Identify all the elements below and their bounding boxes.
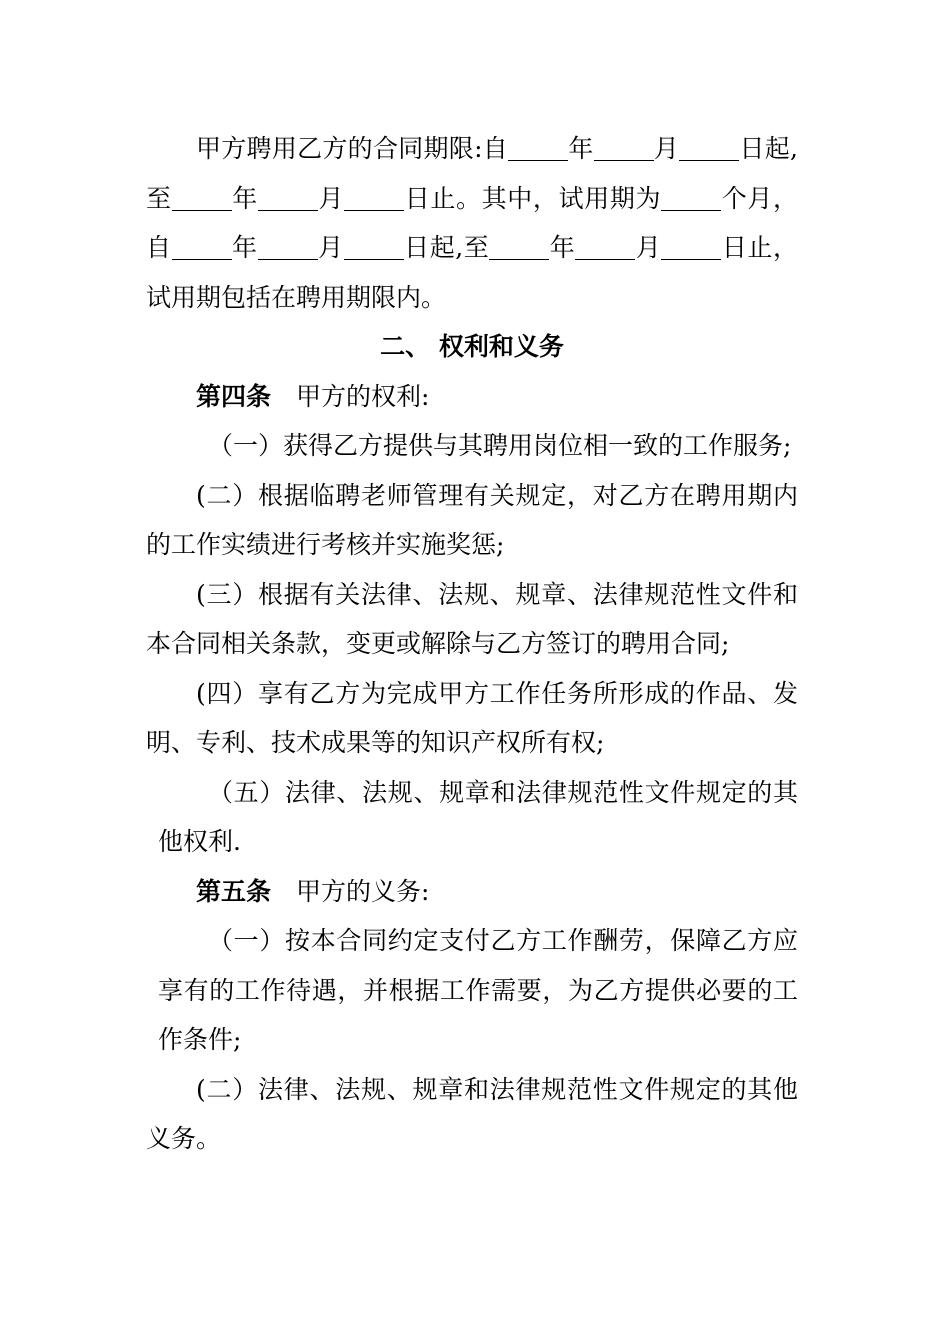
term-text: 个月，自 xyxy=(146,183,798,262)
article-title: 甲方的权利: xyxy=(296,381,430,411)
term-text: 甲方聘用乙方的合同期限:自 xyxy=(196,134,509,163)
document-page xyxy=(146,124,798,1164)
blank-line xyxy=(679,135,739,161)
article-4-item-5: （五）法律、法规、规章和法律规范性文件规定的其他权利. xyxy=(158,777,798,856)
blank-line xyxy=(661,185,721,211)
blank-line xyxy=(172,185,232,211)
term-text: 日起,至 xyxy=(403,233,490,262)
article-4-item-2: (二）根据临聘老师管理有关规定，对乙方在聘用期内的工作实绩进行考核并实施奖惩; xyxy=(146,480,798,559)
term-text: 日止，试用期包括在聘用期限内。 xyxy=(146,233,798,312)
article-5-item-1: （一）按本合同约定支付乙方工作酬劳，保障乙方应享有的工作待遇，并根据工作需要，为乙方提供必要的工作条件; xyxy=(158,926,798,1054)
term-text: 年 xyxy=(568,134,594,163)
article-5-item-2: (二）法律、法规、规章和法律规范性文件规定的其他义务。 xyxy=(146,1074,798,1153)
blank-line xyxy=(489,234,549,260)
blank-line xyxy=(172,234,232,260)
section-heading: 二、 权利和义务 xyxy=(380,332,564,361)
term-text: 月 xyxy=(653,134,680,163)
blank-line xyxy=(258,185,318,211)
term-text: 年 xyxy=(549,233,576,262)
contract-term-paragraph xyxy=(146,124,798,322)
term-text: 月 xyxy=(317,183,345,213)
article-title: 甲方的义务: xyxy=(296,876,430,906)
article-number: 第四条 xyxy=(196,381,272,411)
article-4-item-3: (三）根据有关法律、法规、规章、法律规范性文件和本合同相关条款，变更或解除与乙方签订的聘用合同; xyxy=(146,579,798,658)
blank-line xyxy=(344,185,404,211)
article-4-item-1: （一）获得乙方提供与其聘用岗位相一致的工作服务; xyxy=(208,431,792,460)
article-4-item-4: (四）享有乙方为完成甲方工作任务所形成的作品、发明、专利、技术成果等的知识产权所有权; xyxy=(146,678,798,757)
term-text: 年 xyxy=(231,233,258,262)
article-4-heading xyxy=(146,372,798,422)
blank-line xyxy=(344,234,404,260)
blank-line xyxy=(508,135,568,161)
term-text: 年 xyxy=(231,183,258,213)
blank-line xyxy=(661,234,721,260)
article-number: 第五条 xyxy=(196,876,272,906)
article-5-heading xyxy=(146,867,798,917)
term-text: 月 xyxy=(635,233,662,262)
blank-line xyxy=(258,234,318,260)
blank-line xyxy=(575,234,635,260)
term-text: 月 xyxy=(317,233,344,262)
term-text: 日起,至 xyxy=(146,134,798,213)
term-text: 日止。其中，试用期为 xyxy=(404,183,662,213)
blank-line xyxy=(594,135,654,161)
